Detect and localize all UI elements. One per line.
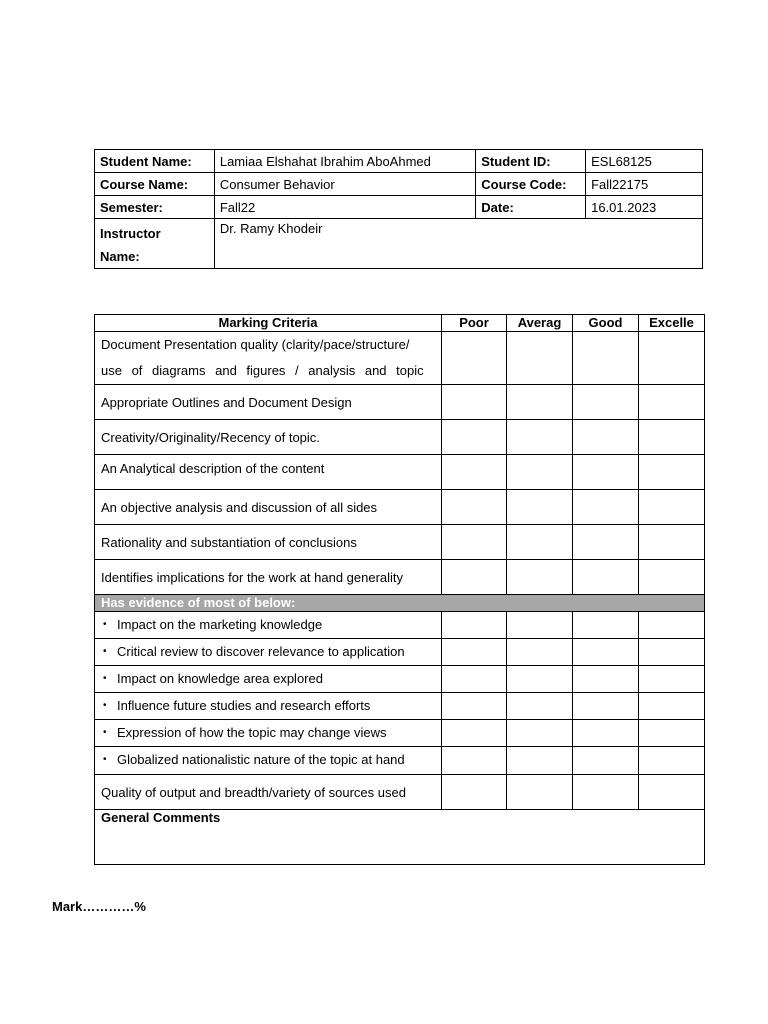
good-cell[interactable]: [573, 332, 639, 385]
bullet-text: Critical review to discover relevance to application: [117, 644, 405, 659]
excellent-header: Excelle: [639, 315, 705, 332]
instructor-row: [95, 219, 703, 269]
excellent-cell[interactable]: [639, 490, 705, 525]
instructor-name-value: Dr. Ramy Khodeir: [214, 219, 702, 269]
average-cell[interactable]: [507, 332, 573, 385]
bullet-text: Impact on the marketing knowledge: [117, 617, 323, 632]
good-cell[interactable]: [573, 420, 639, 455]
poor-cell[interactable]: [442, 747, 507, 775]
good-cell[interactable]: [573, 612, 639, 639]
semester-row: [95, 196, 703, 219]
course-code-label: Course Code:: [476, 173, 586, 196]
average-cell[interactable]: [507, 560, 573, 595]
average-cell[interactable]: [507, 639, 573, 666]
average-cell[interactable]: [507, 612, 573, 639]
average-cell[interactable]: [507, 747, 573, 775]
poor-cell[interactable]: [442, 639, 507, 666]
bullet-item: [95, 639, 442, 666]
good-cell[interactable]: [573, 490, 639, 525]
average-header: Averag: [507, 315, 573, 332]
bullet-row: [95, 612, 705, 639]
criterion-row: [95, 775, 705, 810]
bullet-icon: •: [103, 619, 107, 630]
criterion-line-2: use of diagrams and figures / analysis and topic: [101, 363, 424, 378]
student-id-label: Student ID:: [476, 150, 586, 173]
marking-criteria-header: Marking Criteria: [95, 315, 442, 332]
excellent-cell[interactable]: [639, 332, 705, 385]
bullet-text: Expression of how the topic may change views: [117, 725, 387, 740]
section-header-row: [95, 595, 705, 612]
excellent-cell[interactable]: [639, 775, 705, 810]
average-cell[interactable]: [507, 775, 573, 810]
criterion-implications: Identifies implications for the work at hand generality: [95, 560, 442, 595]
bullet-row: [95, 747, 705, 775]
bullet-icon: •: [103, 727, 107, 738]
bullet-icon: •: [103, 646, 107, 657]
student-name-label: Student Name:: [95, 150, 215, 173]
criterion-row: [95, 490, 705, 525]
excellent-cell[interactable]: [639, 720, 705, 747]
bullet-text: Influence future studies and research efforts: [117, 698, 371, 713]
criterion-row: [95, 332, 705, 385]
average-cell[interactable]: [507, 490, 573, 525]
criterion-row: [95, 420, 705, 455]
good-header: Good: [573, 315, 639, 332]
good-cell[interactable]: [573, 720, 639, 747]
marking-criteria-table: [94, 314, 705, 865]
bullet-row: [95, 639, 705, 666]
good-cell[interactable]: [573, 775, 639, 810]
semester-label: Semester:: [95, 196, 215, 219]
instructor-label-line-1: Instructor: [100, 226, 161, 241]
criterion-rationality: Rationality and substantiation of conclusions: [95, 525, 442, 560]
poor-cell[interactable]: [442, 455, 507, 490]
good-cell[interactable]: [573, 455, 639, 490]
average-cell[interactable]: [507, 420, 573, 455]
excellent-cell[interactable]: [639, 420, 705, 455]
course-code-value: Fall22175: [586, 173, 703, 196]
excellent-cell[interactable]: [639, 385, 705, 420]
good-cell[interactable]: [573, 639, 639, 666]
average-cell[interactable]: [507, 525, 573, 560]
good-cell[interactable]: [573, 666, 639, 693]
semester-value: Fall22: [214, 196, 475, 219]
bullet-row: [95, 666, 705, 693]
section-header: Has evidence of most of below:: [95, 595, 442, 612]
good-cell[interactable]: [573, 560, 639, 595]
poor-cell[interactable]: [442, 560, 507, 595]
bullet-icon: •: [103, 673, 107, 684]
bullet-text: Globalized nationalistic nature of the topic at hand: [117, 752, 405, 767]
poor-cell[interactable]: [442, 775, 507, 810]
criterion-document-presentation: [95, 332, 442, 385]
good-cell[interactable]: [573, 385, 639, 420]
poor-cell[interactable]: [442, 525, 507, 560]
date-value: 16.01.2023: [586, 196, 703, 219]
excellent-cell[interactable]: [639, 525, 705, 560]
criterion-row: [95, 385, 705, 420]
student-name-value: Lamiaa Elshahat Ibrahim AboAhmed: [214, 150, 475, 173]
excellent-cell[interactable]: [639, 612, 705, 639]
bullet-text: Impact on knowledge area explored: [117, 671, 323, 686]
excellent-cell[interactable]: [639, 693, 705, 720]
bullet-item: [95, 747, 442, 775]
poor-cell[interactable]: [442, 666, 507, 693]
criterion-objective-analysis: An objective analysis and discussion of all sides: [95, 490, 442, 525]
section-header-fill: [442, 595, 705, 612]
criterion-line-1: Document Presentation quality (clarity/pace/structure/: [101, 337, 410, 352]
instructor-label-line-2: Name:: [100, 249, 140, 264]
bullet-row: [95, 693, 705, 720]
average-cell[interactable]: [507, 720, 573, 747]
criterion-row: [95, 455, 705, 490]
excellent-cell[interactable]: [639, 666, 705, 693]
course-row: [95, 173, 703, 196]
excellent-cell[interactable]: [639, 455, 705, 490]
criterion-analytical-description: An Analytical description of the content: [95, 455, 442, 490]
student-name-row: [95, 150, 703, 173]
average-cell[interactable]: [507, 693, 573, 720]
excellent-cell[interactable]: [639, 639, 705, 666]
marking-header-row: [95, 315, 705, 332]
bullet-item: [95, 720, 442, 747]
bullet-item: [95, 693, 442, 720]
student-info-table: [94, 149, 703, 269]
course-name-label: Course Name:: [95, 173, 215, 196]
date-label: Date:: [476, 196, 586, 219]
good-cell[interactable]: [573, 747, 639, 775]
poor-cell[interactable]: [442, 385, 507, 420]
bullet-row: [95, 720, 705, 747]
average-cell[interactable]: [507, 455, 573, 490]
general-comments[interactable]: General Comments: [95, 810, 705, 865]
poor-cell[interactable]: [442, 332, 507, 385]
bullet-icon: •: [103, 700, 107, 711]
excellent-cell[interactable]: [639, 747, 705, 775]
criterion-row: [95, 525, 705, 560]
criterion-row: [95, 560, 705, 595]
criterion-outlines: Appropriate Outlines and Document Design: [95, 385, 442, 420]
instructor-label: [95, 219, 215, 269]
poor-cell[interactable]: [442, 720, 507, 747]
general-comments-row: [95, 810, 705, 865]
average-cell[interactable]: [507, 666, 573, 693]
criterion-quality-of-output: Quality of output and breadth/variety of sources used: [95, 775, 442, 810]
average-cell[interactable]: [507, 385, 573, 420]
poor-cell[interactable]: [442, 420, 507, 455]
excellent-cell[interactable]: [639, 560, 705, 595]
good-cell[interactable]: [573, 693, 639, 720]
course-name-value: Consumer Behavior: [214, 173, 475, 196]
mark-percentage-line: Mark…………%: [52, 899, 146, 914]
bullet-item: [95, 612, 442, 639]
poor-cell[interactable]: [442, 490, 507, 525]
criterion-creativity: Creativity/Originality/Recency of topic.: [95, 420, 442, 455]
poor-cell[interactable]: [442, 612, 507, 639]
poor-cell[interactable]: [442, 693, 507, 720]
poor-header: Poor: [442, 315, 507, 332]
bullet-icon: •: [103, 754, 107, 765]
bullet-item: [95, 666, 442, 693]
good-cell[interactable]: [573, 525, 639, 560]
student-id-value: ESL68125: [586, 150, 703, 173]
